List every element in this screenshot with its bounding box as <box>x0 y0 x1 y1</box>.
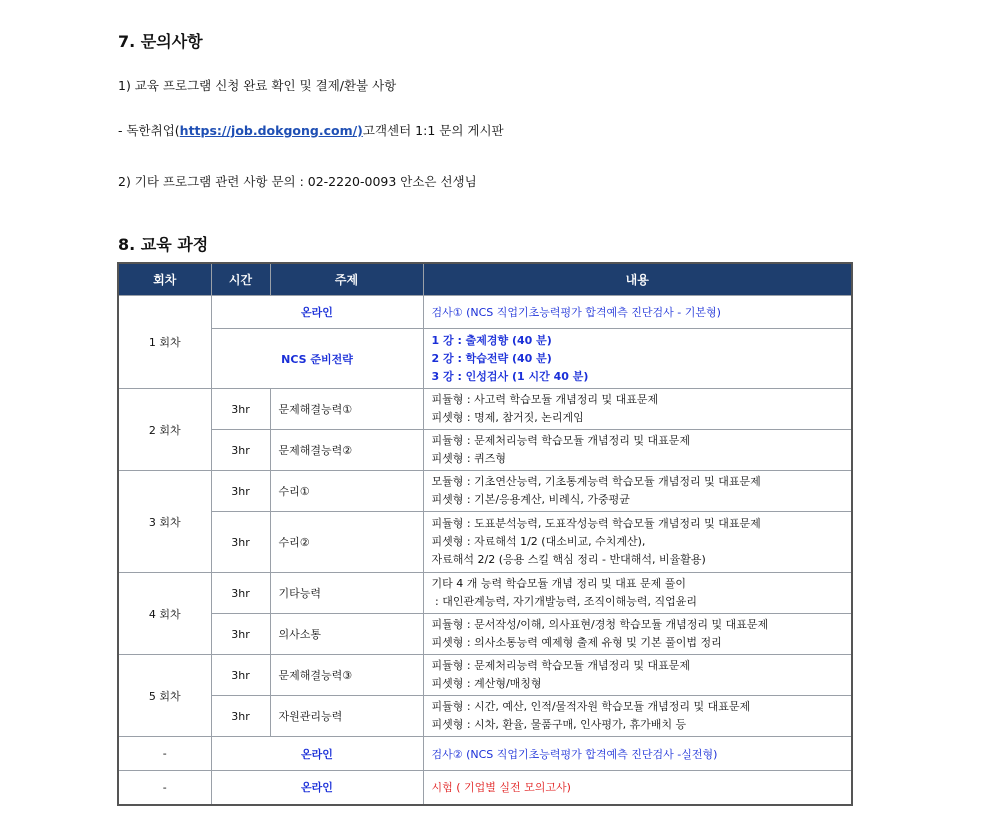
topic-cell: 온라인 <box>211 771 423 805</box>
session-cell: 1 회차 <box>118 296 211 389</box>
header-content: 내용 <box>423 263 852 296</box>
content-line: 피셋형 : 퀴즈형 <box>431 452 506 465</box>
content-cell <box>423 471 852 512</box>
session-cell: 4 회차 <box>118 573 211 655</box>
header-time: 시간 <box>211 263 270 296</box>
content-line: 피셋형 : 명제, 참거짓, 논리게임 <box>431 411 584 424</box>
section-8-title: 8. 교육 과정 <box>118 235 209 254</box>
time-cell: 3hr <box>211 573 270 614</box>
table-row <box>118 696 852 737</box>
content-cell <box>423 614 852 655</box>
session-cell: - <box>118 737 211 771</box>
header-session: 회차 <box>118 263 211 296</box>
content-line: 기타 4 개 능력 학습모듈 개념 정리 및 대표 문제 풀이 <box>431 577 686 590</box>
topic-cell: 온라인 <box>211 737 423 771</box>
table-row <box>118 389 852 430</box>
table-row <box>118 737 852 771</box>
inquiry-line-2-prefix: - 독한취업( <box>118 123 180 138</box>
inquiry-line-2-suffix: 고객센터 1:1 문의 게시판 <box>362 123 504 138</box>
inquiry-line-2 <box>118 121 504 139</box>
time-cell: 3hr <box>211 471 270 512</box>
topic-cell: 문제해결능력② <box>270 430 423 471</box>
topic-cell: 자원관리능력 <box>270 696 423 737</box>
table-row <box>118 329 852 389</box>
content-cell <box>423 389 852 430</box>
content-line: 피셋형 : 시차, 환율, 물품구매, 인사평가, 휴가배치 등 <box>431 718 687 731</box>
session-cell: 2 회차 <box>118 389 211 471</box>
content-line: 2 강 : 학습전략 (40 분) <box>431 351 552 365</box>
content-line: 1 강 : 출제경향 (40 분) <box>431 333 552 347</box>
topic-cell: 의사소통 <box>270 614 423 655</box>
content-line: 피듈형 : 문제처리능력 학습모듈 개념정리 및 대표문제 <box>431 659 690 672</box>
topic-cell: 온라인 <box>211 296 423 329</box>
table-row <box>118 296 852 329</box>
table-row <box>118 573 852 614</box>
time-cell: 3hr <box>211 696 270 737</box>
content-cell <box>423 512 852 573</box>
content-line: 3 강 : 인성검사 (1 시간 40 분) <box>431 369 589 383</box>
table-row <box>118 655 852 696</box>
content-line: 피듈형 : 사고력 학습모듈 개념정리 및 대표문제 <box>431 393 659 406</box>
content-cell: 검사② (NCS 직업기초능력평가 합격예측 진단검사 -실전형) <box>423 737 852 771</box>
content-cell: 시험 ( 기업별 실전 모의고사) <box>423 771 852 805</box>
time-cell: 3hr <box>211 512 270 573</box>
content-cell <box>423 329 852 389</box>
content-cell: 검사① (NCS 직업기초능력평가 합격예측 진단검사 - 기본형) <box>423 296 852 329</box>
content-line: 피셋형 : 자료해석 1/2 (대소비교, 수치계산), <box>431 535 646 548</box>
time-cell: 3hr <box>211 655 270 696</box>
session-cell: - <box>118 771 211 805</box>
time-cell: 3hr <box>211 389 270 430</box>
content-line: 피듈형 : 문서작성/이해, 의사표현/경청 학습모듈 개념정리 및 대표문제 <box>431 618 769 631</box>
topic-cell: NCS 준비전략 <box>211 329 423 389</box>
content-line: 피듈형 : 시간, 예산, 인적/물적자원 학습모듈 개념정리 및 대표문제 <box>431 700 751 713</box>
content-cell <box>423 430 852 471</box>
session-cell: 5 회차 <box>118 655 211 737</box>
content-cell <box>423 696 852 737</box>
inquiry-line-3: 2) 기타 프로그램 관련 사항 문의 : 02-2220-0093 안소은 선생님 <box>118 174 477 189</box>
course-table <box>117 262 853 806</box>
content-line: 피듈형 : 문제처리능력 학습모듈 개념정리 및 대표문제 <box>431 434 690 447</box>
section-7-title: 7. 문의사항 <box>118 32 203 51</box>
table-row <box>118 512 852 573</box>
session-cell: 3 회차 <box>118 471 211 573</box>
content-line: 피셋형 : 기본/응용계산, 비례식, 가중평균 <box>431 493 630 506</box>
table-row <box>118 614 852 655</box>
content-cell <box>423 573 852 614</box>
content-line: 자료해석 2/2 (응용 스킬 핵심 정리 - 반대해석, 비율활용) <box>431 553 706 566</box>
header-topic: 주제 <box>270 263 423 296</box>
content-cell <box>423 655 852 696</box>
content-line: 모듈형 : 기초연산능력, 기초통계능력 학습모듈 개념정리 및 대표문제 <box>431 475 761 488</box>
content-line: 피셋형 : 계산형/매칭형 <box>431 677 542 690</box>
topic-cell: 수리① <box>270 471 423 512</box>
table-header-row <box>118 263 852 296</box>
topic-cell: 문제해결능력③ <box>270 655 423 696</box>
content-line: 피셋형 : 의사소통능력 예제형 출제 유형 및 기본 풀이법 정리 <box>431 636 722 649</box>
content-line: 피듈형 : 도표분석능력, 도표작성능력 학습모듈 개념정리 및 대표문제 <box>431 517 761 530</box>
topic-cell: 수리② <box>270 512 423 573</box>
time-cell: 3hr <box>211 430 270 471</box>
content-line: : 대인관계능력, 자기개발능력, 조직이해능력, 직업윤리 <box>431 595 697 608</box>
inquiry-line-1: 1) 교육 프로그램 신청 완료 확인 및 결제/환불 사항 <box>118 78 397 93</box>
table-row <box>118 771 852 805</box>
topic-cell: 기타능력 <box>270 573 423 614</box>
dokgong-link[interactable]: https://job.dokgong.com/) <box>179 123 363 138</box>
time-cell: 3hr <box>211 614 270 655</box>
table-row <box>118 430 852 471</box>
topic-cell: 문제해결능력① <box>270 389 423 430</box>
table-row <box>118 471 852 512</box>
